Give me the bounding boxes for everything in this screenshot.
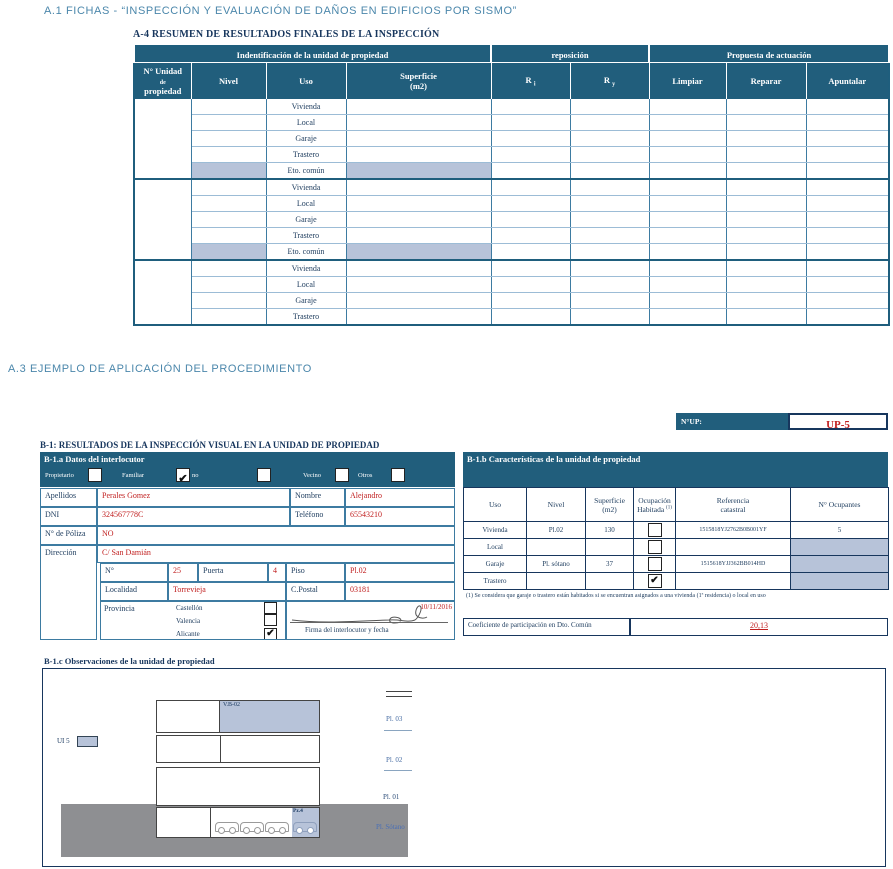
b1b-header-row <box>464 488 889 522</box>
b1c-header: B-1.c Observaciones de la unidad de propiedad <box>44 656 215 666</box>
table-row: Garaje Pl. sótano 37 1515618YJJ362BB014HD <box>464 556 889 573</box>
label-piso: Piso <box>286 563 345 582</box>
floor3-left-unit <box>156 700 220 733</box>
level-label-pl01: Pl. 01 <box>383 793 400 801</box>
car-icon <box>240 822 264 832</box>
field-piso[interactable]: Pl.02 <box>345 563 455 582</box>
b1b-col-ocupacion: Ocupación Habitada $^{(1)}$ <box>634 488 676 522</box>
field-puerta[interactable]: 4 <box>268 563 286 582</box>
checkbox-alicante-checked[interactable] <box>264 628 277 640</box>
a4-column-header-row <box>134 63 889 100</box>
label-telefono: Teléfono <box>290 507 345 526</box>
table-row: Garaje <box>134 293 889 309</box>
legend-label: UI 5 <box>57 737 70 745</box>
b1b-col-ocupantes: N° Ocupantes <box>791 488 889 522</box>
table-row: Local <box>134 115 889 131</box>
label-dni: DNI <box>40 507 97 526</box>
table-row: Vivienda Pl.02 130 1515818YJ2762B0B001YF 5 <box>464 522 889 539</box>
nup-value-cell[interactable] <box>788 413 888 430</box>
label-nombre: Nombre <box>290 488 345 507</box>
table-row: Local <box>134 277 889 293</box>
role-label-otros: Otros <box>358 472 373 479</box>
checkbox-blank[interactable] <box>257 468 271 482</box>
legend-swatch <box>77 736 98 747</box>
field-localidad[interactable]: Torrevieja <box>168 582 286 601</box>
parking-label: Pz.4 <box>293 808 303 814</box>
a4-group-identificacion: Indentificación de la unidad de propiedad <box>134 46 491 63</box>
checkbox-inquilino-checked[interactable] <box>176 468 190 485</box>
nup-label-cell <box>676 413 788 430</box>
role-label-familiar: Familiar <box>122 472 145 479</box>
a4-group-reposicion: reposición <box>491 46 649 63</box>
label-alicante: Alicante <box>176 630 200 638</box>
a4-col-limpiar: Limpiar <box>649 63 726 100</box>
b1a-header-band <box>40 452 455 487</box>
label-castellon: Castellón <box>176 604 203 612</box>
field-telefono[interactable]: 65543210 <box>345 507 455 526</box>
field-apellidos[interactable]: Perales Gomez <box>97 488 290 507</box>
a4-col-uso: Uso <box>266 63 346 100</box>
check-icon: ✔ <box>266 628 275 639</box>
checkbox-otros[interactable] <box>391 468 405 482</box>
section-title-a3: A.3 EJEMPLO DE APLICACIÓN DEL PROCEDIMIENTO <box>8 363 312 375</box>
field-nombre[interactable]: Alejandro <box>345 488 455 507</box>
floor2-right-unit <box>220 735 320 763</box>
a4-group-propuesta: Propuesta de actuación <box>649 46 889 63</box>
label-localidad: Localidad <box>100 582 168 601</box>
table-row: Garaje <box>134 212 889 228</box>
firma-caption: Firma del interlocutor y fecha <box>305 626 389 634</box>
role-label-vecino: Vecino <box>303 472 322 479</box>
table-row: Trastero <box>134 309 889 326</box>
label-puerta: Puerta <box>198 563 268 582</box>
b1b-col-referencia: Referencia catastral <box>676 488 791 522</box>
a4-col-ri: R $_i$ <box>491 63 570 100</box>
role-label-propietario: Propietario <box>45 472 74 479</box>
a4-col-ry: R $_y$ <box>570 63 649 100</box>
field-cpostal[interactable]: 03181 <box>345 582 455 601</box>
table-row: Trastero <box>134 228 889 244</box>
firma-line <box>290 622 448 623</box>
label-apellidos: Apellidos <box>40 488 97 507</box>
label-numero: N° <box>100 563 168 582</box>
table-title-a4: A-4 RESUMEN DE RESULTADOS FINALES DE LA INSPECCIÓN <box>133 29 440 40</box>
table-row: Vivienda <box>134 179 889 196</box>
level-datum-mark <box>386 691 412 697</box>
label-provincia: Provincia <box>104 604 135 613</box>
level-label-pl03: Pl. 03 <box>386 715 403 723</box>
level-label-sotano: Pl. Sótano <box>376 823 405 831</box>
a4-results-table <box>133 45 890 326</box>
table-row: Trastero ✔ <box>464 573 889 590</box>
car-icon <box>215 822 239 832</box>
a4-col-reparar: Reparar <box>726 63 806 100</box>
b1a-header: B-1.a Datos del interlocutor <box>44 454 145 464</box>
coef-value[interactable]: 20,13 <box>630 618 888 636</box>
level-underline <box>384 770 412 771</box>
table-row: Vivienda <box>134 99 889 115</box>
b1b-col-nivel: Nivel <box>527 488 586 522</box>
b1b-footnote: (1) Se considera que garaje o trastero están habitados si se encuentran asignados a una vivienda (1ª residencia) o local en uso <box>466 593 766 599</box>
nup-label: N°UP: <box>681 417 702 426</box>
a4-col-apuntalar: Apuntalar <box>806 63 889 100</box>
field-poliza[interactable]: NO <box>97 526 455 545</box>
checkbox-castellon[interactable] <box>264 602 277 614</box>
level-underline <box>384 730 412 731</box>
label-valencia: Valencia <box>176 617 201 625</box>
table-row: Trastero <box>134 147 889 163</box>
field-numero[interactable]: 25 <box>168 563 198 582</box>
table-row: Garaje <box>134 131 889 147</box>
floor3-up5-unit <box>219 700 320 733</box>
field-dni[interactable]: 324567778C <box>97 507 290 526</box>
car-icon <box>265 822 289 832</box>
checkbox-local-habitada[interactable] <box>648 540 662 554</box>
checkbox-propietario[interactable] <box>88 468 102 482</box>
check-icon: ✔ <box>650 575 659 586</box>
provincia-cell <box>100 601 286 640</box>
section-title-a1: A.1 FICHAS - “INSPECCIÓN Y EVALUACIÓN DE DAÑOS EN EDIFICIOS POR SISMO” <box>44 5 517 17</box>
b1b-col-uso: Uso <box>464 488 527 522</box>
label-poliza: N° de Póliza <box>40 526 97 545</box>
b1b-table <box>463 487 889 590</box>
label-cpostal: C.Postal <box>286 582 345 601</box>
a4-group-header-row <box>134 46 889 63</box>
level-label-pl02: Pl. 02 <box>386 756 403 764</box>
field-direccion[interactable]: C/ San Damián <box>97 545 455 563</box>
coef-label: Coeficiente de participación en Dto. Común <box>463 618 630 636</box>
floor2-left-unit <box>156 735 221 763</box>
nup-value: UP-5 <box>826 419 850 431</box>
label-direccion: Dirección <box>40 545 97 640</box>
car-icon <box>293 822 317 832</box>
a4-col-unidad: N° Unidad de propiedad <box>134 63 191 100</box>
b1-title: B-1: RESULTADOS DE LA INSPECCIÓN VISUAL EN LA UNIDAD DE PROPIEDAD <box>40 440 380 450</box>
table-row: Eto. común <box>134 244 889 261</box>
table-row: Vivienda <box>134 260 889 277</box>
b1b-header-band <box>463 452 888 487</box>
checkbox-trastero-habitada-checked[interactable] <box>648 574 662 588</box>
check-icon: ✔ <box>178 473 188 485</box>
floor1-unit <box>156 767 320 806</box>
table-row: Eto. común <box>134 163 889 180</box>
role-label-inquilino-tail: no <box>192 472 199 479</box>
checkbox-vecino[interactable] <box>335 468 349 482</box>
a4-col-nivel: Nivel <box>191 63 266 100</box>
firma-fecha[interactable]: 10/11/2016 <box>420 603 452 611</box>
firma-cell <box>286 601 455 640</box>
b1b-header: B-1.b Características de la unidad de propiedad <box>467 454 641 464</box>
b1b-col-superficie: Superficie (m2) <box>586 488 634 522</box>
basement-room <box>157 808 211 837</box>
checkbox-garaje-habitada[interactable] <box>648 557 662 571</box>
table-row: Local <box>134 196 889 212</box>
checkbox-vivienda-habitada[interactable] <box>648 523 662 537</box>
a4-col-superficie: Superficie (m2) <box>346 63 491 100</box>
checkbox-valencia[interactable] <box>264 614 277 626</box>
unit-label: V.B-02 <box>223 702 241 708</box>
table-row: Local <box>464 539 889 556</box>
